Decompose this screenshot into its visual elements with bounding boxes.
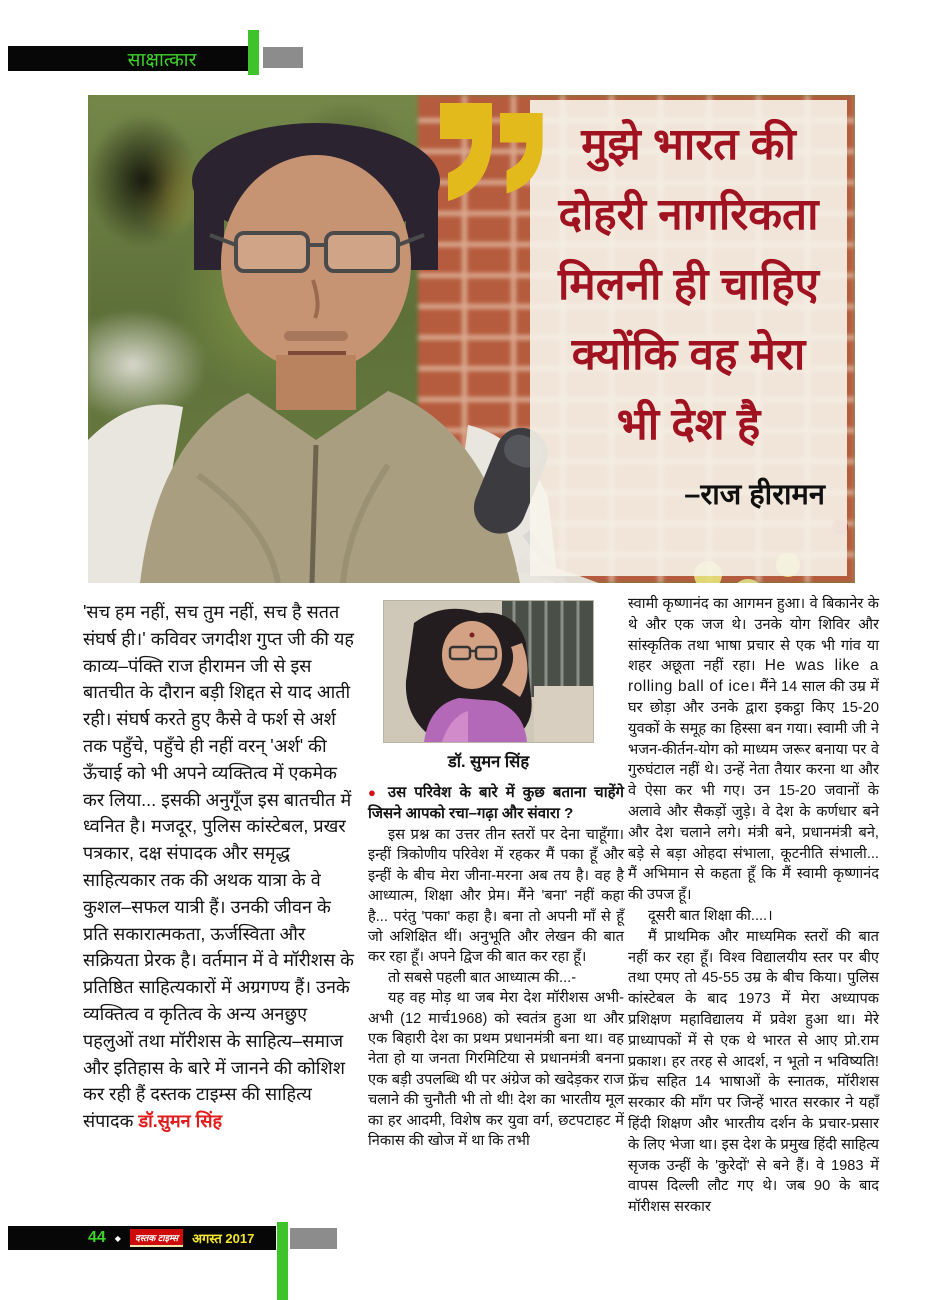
question-bullet-icon: ●: [368, 785, 380, 800]
pull-quote-attribution: –राज हीरामन: [684, 479, 825, 511]
pull-quote-line: क्योंकि वह मेरा: [571, 330, 806, 379]
answer-paragraph: यह वह मोड़ था जब मेरा देश मॉरीशस अभी-अभी (12 मार्च1968) को स्वतंत्र हुआ था और एक बिहारी देश का प्रथम प्रधानमंत्री बना था। वह नेता हो या जनता गिरमिटिया से प्रधानमंत्री बनना एक बड़ी उपलब्धि थी पर अंग्रेज को खदेड़कर राज चलाने की चुनौती भी तो थी! देश का भारतीय मूल का हर आदमी, विशेष कर युवा वर्ग, छटपटाहट में निकास की खोज में था कि तभी: [368, 990, 624, 1150]
magazine-logo: दस्तक टाइम्स: [130, 1229, 183, 1247]
footer-gray-box: [290, 1228, 337, 1249]
hero-photo: [88, 95, 855, 583]
section-header-bar: [8, 46, 248, 71]
answer-paragraph: मैं प्राथमिक और माध्यमिक स्तरों की बात नहीं कर रहा हूँ। विश्व विद्यालयीय स्तर पर बीए तथा एमए तो 45-55 उम्र के बीच किया। पुलिस कांस्टेबल के बाद 1973 में मेरा अध्यापक प्रशिक्षण महाविद्यालय में प्रवेश हुआ था। मेरे प्राध्यापकों में से एक थे भारत से आए प्रो.राम प्रकाश। हर तरह से आदर्श, न भूतो न भविष्यति! फ्रेंच सहित 14 भाषाओं के स्नातक, मॉरीशस सरकार की माँग पर जिन्हें भारत सरकार ने यहाँ हिंदी शिक्षण और भारतीय दर्शन के प्रचार-प्रसार के लिए भेजा था। इस देश के प्रमुख हिंदी साहित्य सृजक उन्हीं के 'कुरेदों' से बने हैं। वे 1983 में वापस दिल्ली लौट गए थे। जब 90 के बाद मॉरीशस सरकार: [628, 928, 879, 1216]
answer-paragraph: [628, 594, 879, 906]
answer-paragraph: इस प्रश्न का उत्तर तीन स्तरों पर देना चाहूँगा। इन्हीं त्रिकोणीय परिवेश में रहकर मैं पका हूँ और इन्हीं के बीच मेरा जीना-मरना अब तय है। वह है आध्यात्म, शिक्षा और प्रेम। मैंने 'बना' नहीं कहा है... परंतु 'पका' कहा है। बना तो अपनी माँ से हूँ जो अशिक्षित थीं। अनुभूति और लेखन की बात कर रहा हूँ। अपने द्विज की बात कर रहा हूँ।: [368, 827, 624, 966]
interviewer-portrait: [383, 600, 594, 782]
intro-column: [83, 599, 355, 1135]
answer-paragraph: दूसरी बात शिक्षा की....।: [648, 907, 773, 924]
answer-text: स्वामी कृष्णानंद का आगमन हुआ। वे बिकानेर के थे और एक जज थे। उनके योग शिविर और सांस्कृतिक तथा भाषा प्रचार से एक भी गांव या शहर अछूता नहीं रहा।: [628, 596, 879, 675]
footer-bar: [8, 1226, 276, 1250]
interview-question: [368, 782, 624, 824]
answer-paragraph: तो सबसे पहली बात आध्यात्म की...-: [388, 969, 577, 986]
pull-quote-line: दोहरी नागरिकता: [558, 190, 819, 239]
diamond-icon: ◆: [114, 1233, 121, 1243]
pull-quote-line: भी देश है: [616, 400, 761, 449]
answer-text: । मैंने 14 साल की उम्र में घर छोड़ा और उनके द्वारा इकट्ठा किए 15-20 युवकों के समूह का हिस्सा बन गया। स्वामी जी ने भजन-कीर्तन-योग को माध्यम जरूर बनाया पर वे गुरुघंटाल नहीं थे। उन्हें नेता तैयार करना था और वे ऐसा कर भी गए। उन 15-20 जवानों के अलावे और सैकड़ों जुड़े। वे देश के कर्णधार बने और देश चलाने लगे। मंत्री बने, प्रधानमंत्री बने, बड़े से बड़ा ओहदा संभाला, कूटनीति संभाली... मैं अभिमान से कहता हूँ कि मैं स्वामी कृष्णानंद की उपज हूँ।: [628, 679, 879, 904]
footer-green-stripe: [277, 1222, 288, 1300]
pull-quote-text: [530, 100, 847, 460]
interviewer-photo: [383, 600, 594, 743]
english-phrase: He was like a rolling ball of ice: [628, 657, 879, 696]
section-label: साक्षात्कार: [127, 49, 197, 71]
editor-name: डॉ.सुमन सिंह: [138, 1111, 223, 1132]
middle-column: [368, 598, 624, 1152]
header-gray-box: [263, 47, 303, 68]
question-text: उस परिवेश के बारे में कुछ बताना चाहेंगे जिसने आपको रचा–गढ़ा और संवारा ?: [368, 784, 624, 822]
header-green-stripe: [248, 30, 259, 75]
quote-marks-icon: [440, 103, 552, 203]
pull-quote-line: मुझे भारत की: [581, 120, 796, 169]
pull-quote-line: मिलनी ही चाहिए: [558, 260, 819, 309]
issue-date: अगस्त 2017: [192, 1231, 255, 1246]
page-number: 44: [88, 1229, 106, 1246]
right-column: [628, 594, 879, 1218]
intro-text: 'सच हम नहीं, सच तुम नहीं, सच है सतत संघर्ष ही।' कविवर जगदीश गुप्त जी की यह काव्य–पंक्ति राज हीरामन जी से इस बातचीत के दौरान बड़ी शिद्दत से याद आती रही। संघर्ष करते हुए कैसे वे फर्श से अर्श तक पहुँचे, पहुँचे ही नहीं वरन् 'अर्श' की ऊँचाई को भी अपने व्यक्तित्व में एकमेक कर लिया... इसकी अनुगूँज इस बातचीत में ध्वनित है। मजदूर, पुलिस कांस्टेबल, प्रखर पत्रकार, दक्ष संपादक और समृद्ध साहित्यकार तक की अथक यात्रा के वे कुशल–सफल यात्री हैं। उनकी जीवन के प्रति सकारात्मकता, ऊर्जस्विता और सक्रियता प्रेरक है। वर्तमान में वे मॉरीशस के प्रतिष्ठित साहित्यकारों में अग्रगण्य हैं। उनके व्यक्तित्व व कृतित्व के अन्य अनछुए पहलुओं तथा मॉरीशस के साहित्य–समाज और इतिहास के बारे में जानने की कोशिश कर रही हैं दस्तक टाइम्स की साहित्य संपादक: [83, 602, 354, 1132]
portrait-caption: डॉ. सुमन सिंह: [447, 753, 530, 771]
pull-quote-panel: [530, 100, 847, 576]
